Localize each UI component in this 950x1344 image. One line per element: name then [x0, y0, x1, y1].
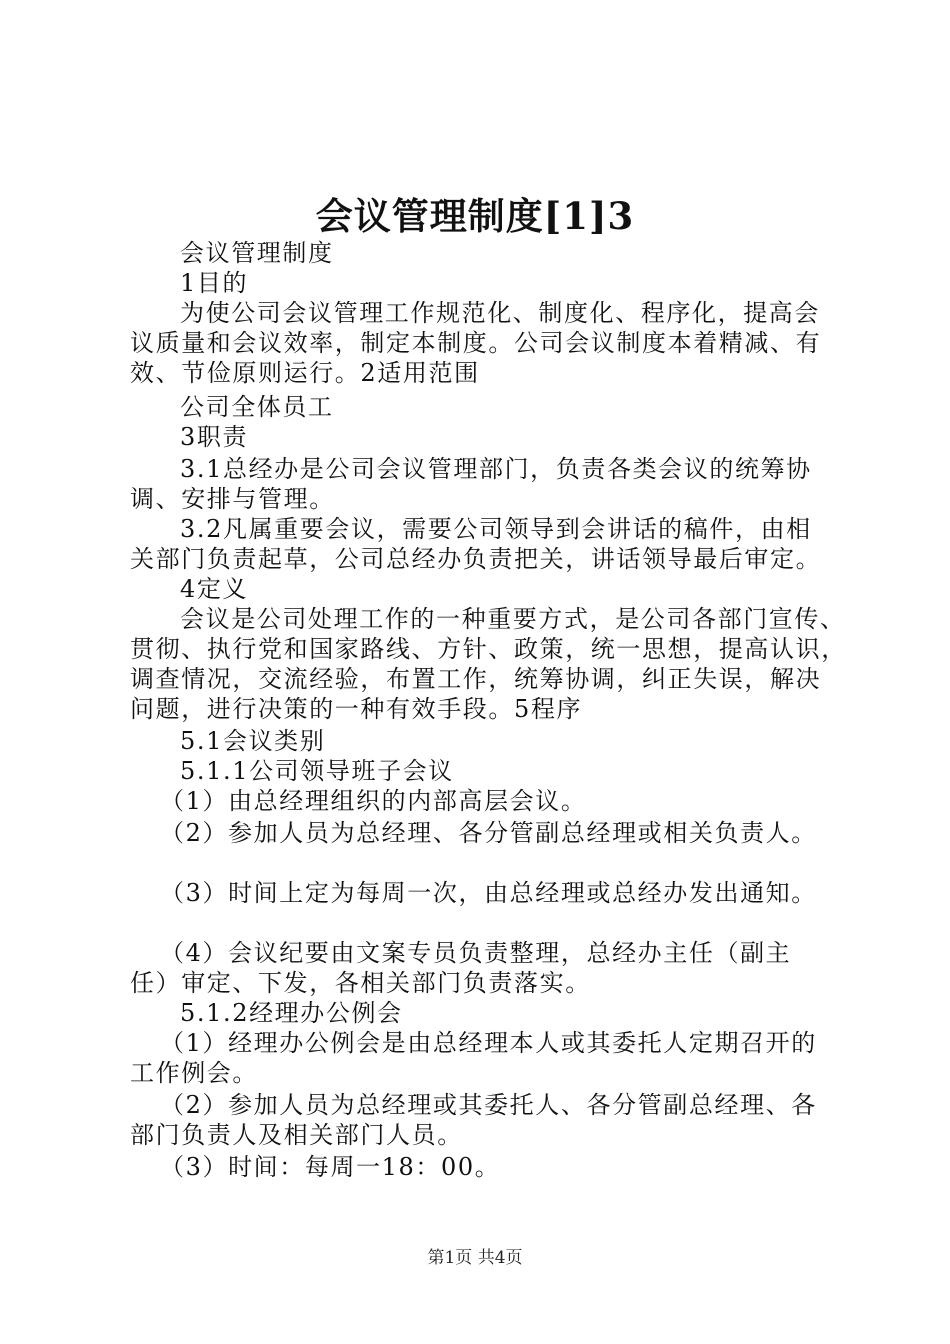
text-line: （1）由总经理组织的内部高层会议。 — [160, 787, 587, 815]
text-line: 贯彻、执行党和国家路线、方针、政策，统一思想，提高认识， — [130, 635, 847, 663]
text-line: （2）参加人员为总经理、各分管副总经理或相关负责人。 — [160, 819, 817, 847]
text-line: 部门负责人及相关部门人员。 — [130, 1121, 463, 1149]
text-line: 会议是公司处理工作的一种重要方式，是公司各部门宣传、 — [180, 605, 846, 633]
text-line: 调、安排与管理。 — [130, 485, 335, 513]
text-line: 5.1会议类别 — [180, 727, 326, 755]
text-line: 4定义 — [180, 575, 249, 603]
text-line: 为使公司会议管理工作规范化、制度化、程序化，提高会 — [180, 299, 820, 327]
text-line: （2）参加人员为总经理或其委托人、各分管副总经理、各 — [160, 1091, 817, 1119]
text-line: （3）时间：每周一18：00。 — [160, 1153, 501, 1181]
text-line: 3.1总经办是公司会议管理部门，负责各类会议的统筹协 — [180, 455, 812, 483]
text-line: （3）时间上定为每周一次，由总经理或总经办发出通知。 — [160, 879, 817, 907]
text-line: （4）会议纪要由文案专员负责整理，总经办主任（副主 — [160, 939, 792, 967]
text-line: 问题，进行决策的一种有效手段。5程序 — [130, 695, 583, 723]
text-line: 1目的 — [180, 269, 249, 297]
text-line: 5.1.2经理办公例会 — [180, 999, 403, 1027]
document-title: 会议管理制度[1]3 — [315, 194, 635, 238]
text-line: 公司全体员工 — [180, 393, 334, 421]
text-line: 效、节俭原则运行。2适用范围 — [130, 359, 480, 387]
text-line: 工作例会。 — [130, 1059, 258, 1087]
text-line: 调查情况，交流经验，布置工作，统筹协调，纠正失误，解决 — [130, 665, 822, 693]
text-line: 关部门负责起草，公司总经办负责把关，讲话领导最后审定。 — [130, 545, 822, 573]
text-line: 5.1.1公司领导班子会议 — [180, 757, 454, 785]
text-line: 任）审定、下发，各相关部门负责落实。 — [130, 969, 591, 997]
text-line: 会议管理制度 — [180, 239, 334, 267]
text-line: （1）经理办公例会是由总经理本人或其委托人定期召开的 — [160, 1029, 817, 1057]
page-footer: 第1页 共4页 — [427, 1248, 523, 1268]
text-line: 3职责 — [180, 423, 249, 451]
text-line: 3.2凡属重要会议，需要公司领导到会讲话的稿件，由相 — [180, 515, 812, 543]
text-line: 议质量和会议效率，制定本制度。公司会议制度本着精减、有 — [130, 329, 822, 357]
